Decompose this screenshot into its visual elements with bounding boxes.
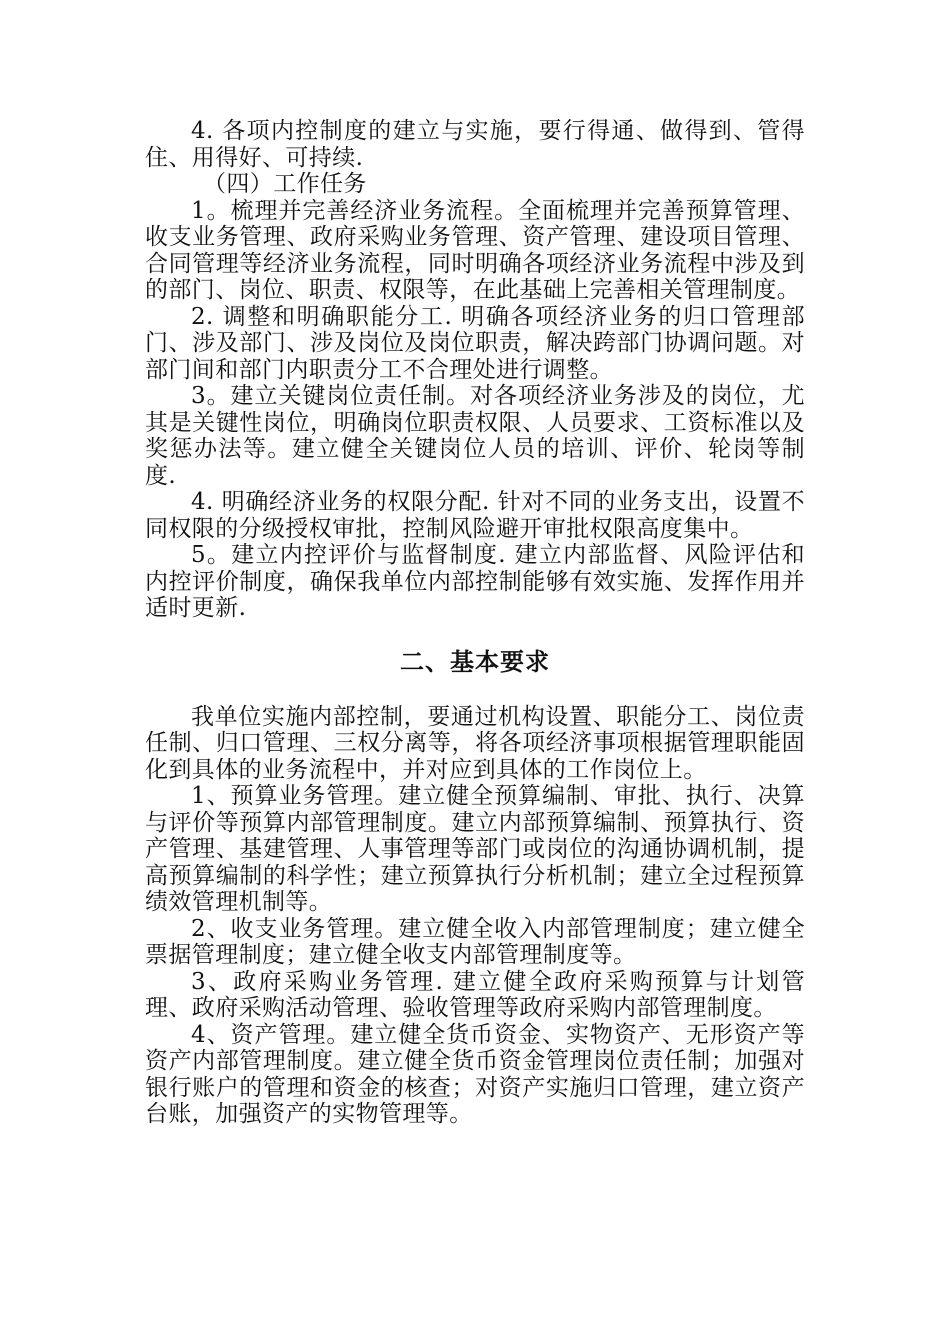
requirement-paragraph-1: 1、预算业务管理。建立健全预算编制、审批、执行、决算与评价等预算内部管理制度。建立内部预算编制、预算执行、资产管理、基建管理、人事管理等部门或岗位的沟通协调机制，提高预算编制的科学性；建立预算执行分析机制；建立全过程预算绩效管理机制等。 xyxy=(145,783,805,915)
requirement-paragraph-3: 3、政府采购业务管理. 建立健全政府采购预算与计划管理、政府采购活动管理、验收管理等政府采购内部管理制度。 xyxy=(145,968,805,1021)
task-paragraph-4: 4. 明确经济业务的权限分配. 针对不同的业务支出，设置不同权限的分级授权审批，控制风险避开审批权限高度集中。 xyxy=(145,489,805,542)
work-tasks-heading: （四）工作任务 xyxy=(203,171,367,197)
task-paragraph-2: 2. 调整和明确职能分工. 明确各项经济业务的归口管理部门、涉及部门、涉及岗位及岗位职责，解决跨部门协调问题。对部门间和部门内职责分工不合理处进行调整。 xyxy=(145,303,805,383)
task-paragraph-3: 3。建立关键岗位责任制。对各项经济业务涉及的岗位，尤其是关键性岗位，明确岗位职责权限、人员要求、工资标准以及奖惩办法等。建立健全关键岗位人员的培训、评价、轮岗等制度. xyxy=(145,383,805,489)
document-page xyxy=(145,118,805,1128)
requirement-paragraph-4: 4、资产管理。建立健全货币资金、实物资产、无形资产等资产内部管理制度。建立健全货币资金管理岗位责任制；加强对银行账户的管理和资金的核查；对资产实施归口管理，建立资产台账，加强资产的实物管理等。 xyxy=(145,1021,805,1127)
section-title-basic-requirements: 二、基本要求 xyxy=(400,646,550,676)
goal-paragraph-4: 4. 各项内控制度的建立与实施，要行得通、做得到、管得住、用得好、可持续. xyxy=(145,118,805,171)
task-paragraph-5: 5。建立内控评价与监督制度. 建立内部监督、风险评估和内控评价制度，确保我单位内部控制能够有效实施、发挥作用并适时更新. xyxy=(145,542,805,621)
intro-paragraph: 我单位实施内部控制，要通过机构设置、职能分工、岗位责任制、归口管理、三权分离等，将各项经济事项根据管理职能固化到具体的业务流程中，并对应到具体的工作岗位上。 xyxy=(145,703,805,783)
requirement-paragraph-2: 2、收支业务管理。建立健全收入内部管理制度；建立健全票据管理制度；建立健全收支内部管理制度等。 xyxy=(145,915,805,968)
task-paragraph-1: 1。梳理并完善经济业务流程。全面梳理并完善预算管理、收支业务管理、政府采购业务管理、资产管理、建设项目管理、合同管理等经济业务流程，同时明确各项经济业务流程中涉及到的部门、岗位、职责、权限等，在此基础上完善相关管理制度。 xyxy=(145,197,805,303)
